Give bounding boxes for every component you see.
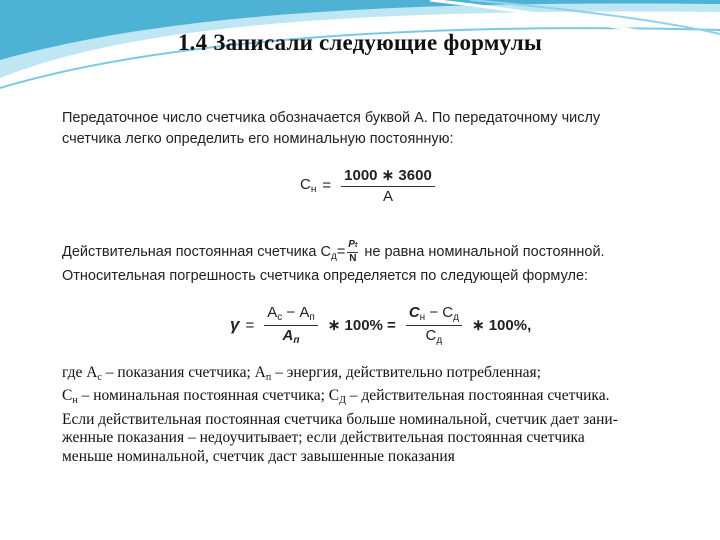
fraction-2-numerator: $С_н - С_д$ [406,304,462,326]
definitions-line-5: меньше номинальной, счетчик даст завышенные показания [62,447,455,465]
multiply-100-percent-2: ∗ 100%, [471,317,532,334]
multiply-100-percent: ∗ 100% = [327,317,396,334]
formula-lhs: $С_н$ [300,176,317,195]
error-fraction-1 [264,304,318,346]
definitions-line-1: где $А_с$ – показания счетчика; $А_п$ – энергия, действительно потребленная; [62,364,541,383]
intro-line-2: счетчика легко определить его номинальную постоянную: [62,131,454,147]
definitions-line-2: $С_н$ – номинальная постоянная счетчика; $С_Д$ – действительная постоянная счетчика. [62,387,610,407]
inline-fraction: $\frac{Pt}{N}$ [348,239,358,264]
slide-title: 1.4 Записали следующие формулы [177,30,543,55]
fraction-2-denominator: $С_д$ [425,327,443,346]
fraction-1-denominator: $А_п$ [282,327,300,346]
relative-error-formula [230,304,531,346]
relative-error-intro: Относительная погрешность счетчика определяется по следующей формуле: [62,268,589,284]
equals-sign: = [245,316,255,334]
gamma-symbol: γ [230,315,240,334]
fraction-1-numerator: $А_с - А_п$ [264,304,318,326]
actual-constant-line: Действительная постоянная счетчика $С_д=$ $\frac{Pt}{N}$ не равна номинальной постоянной. [62,239,605,264]
fraction-denominator: А [382,188,393,205]
fraction-numerator: 1000 ∗ 3600 [341,166,435,187]
definitions-block [62,364,702,466]
formula-equals: = [322,177,332,194]
error-fraction-2 [406,304,462,346]
nominal-constant-formula [300,166,439,205]
definitions-line-3: Если действительная постоянная счетчика больше номинальной, счетчик дает зани- [62,410,618,428]
formula-fraction [341,166,435,205]
definitions-line-4: женные показания – недоучитывает; если действительная постоянная счетчика [62,429,585,447]
intro-text [62,108,692,150]
intro-line-1: Передаточное число счетчика обозначается буквой А. По передаточному числу [62,110,601,126]
